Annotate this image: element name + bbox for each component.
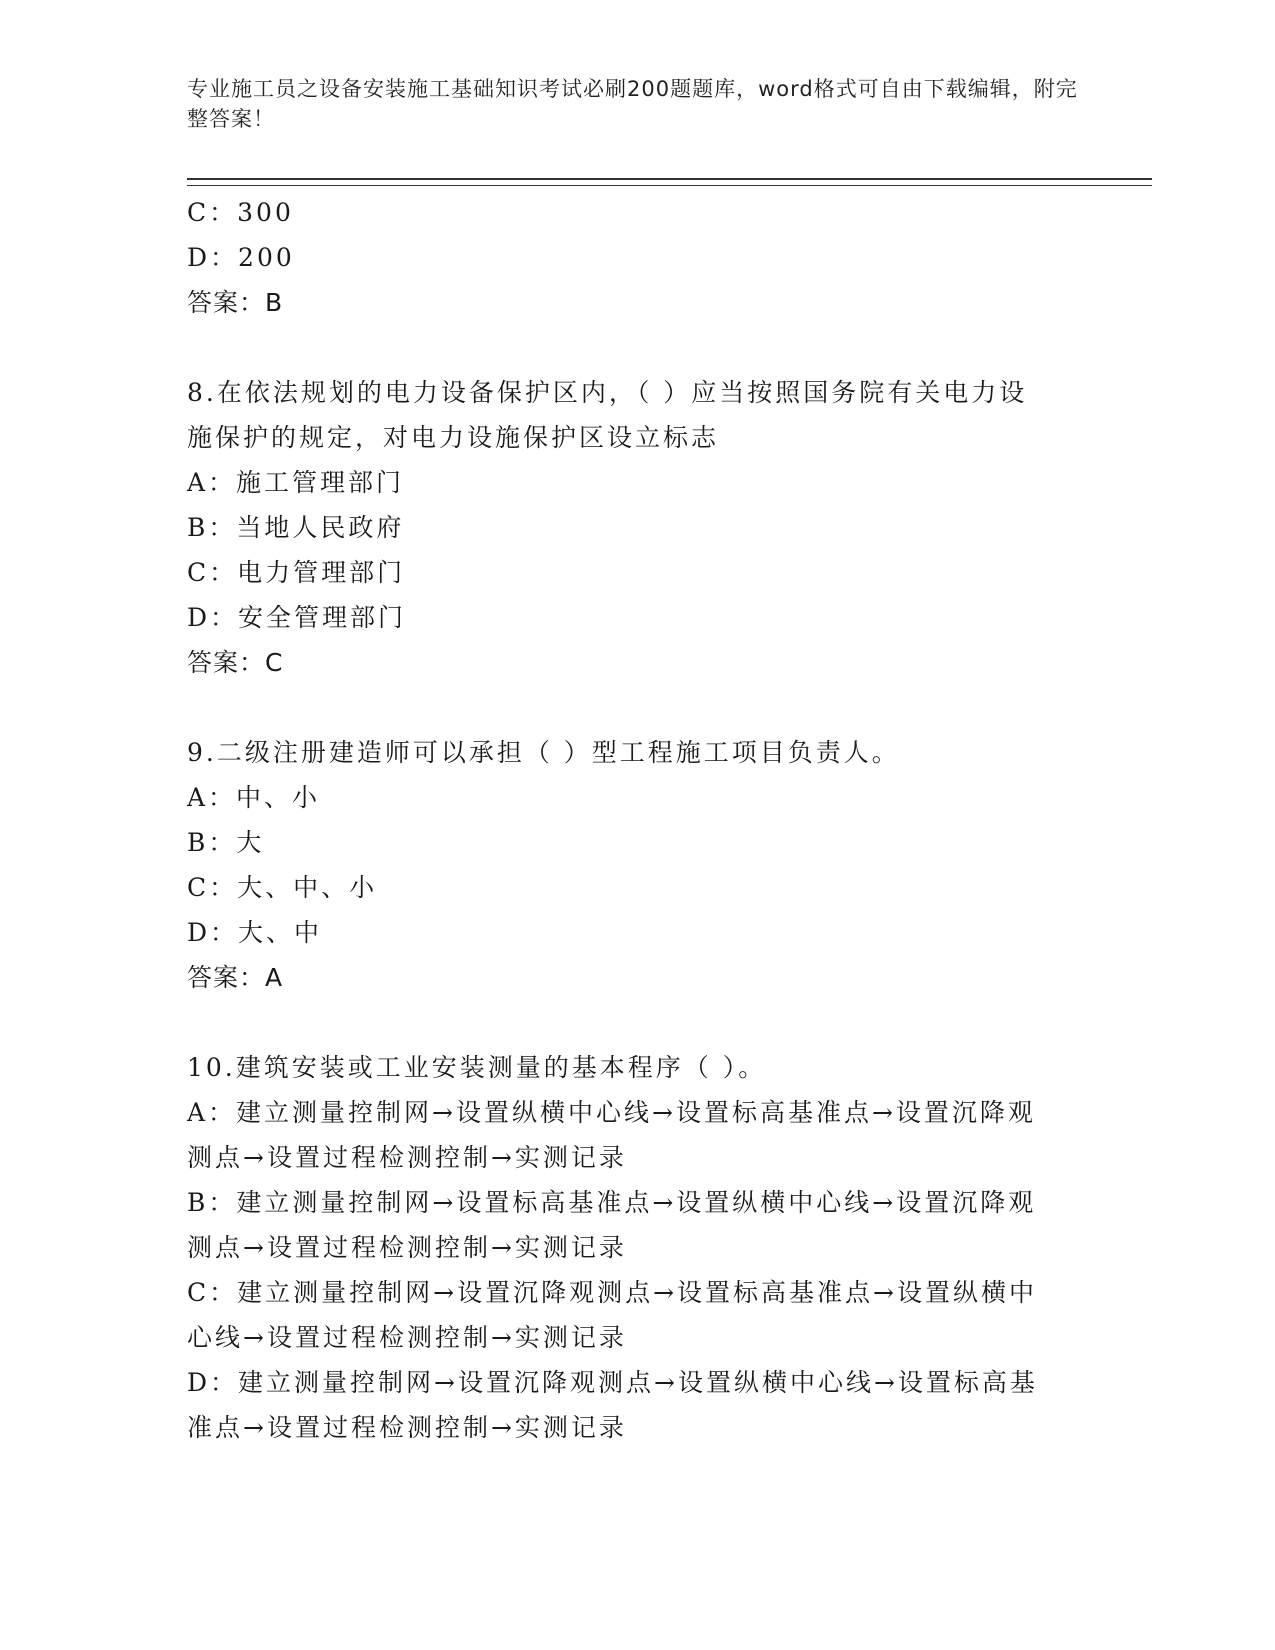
question-item <box>187 1045 1087 1450</box>
option-d: D：大、中 <box>187 918 323 947</box>
question-content <box>187 190 1087 1450</box>
answer-line: 答案：C <box>187 648 284 677</box>
option-b: B：当地人民政府 <box>187 513 405 542</box>
question-stem: 8.在依法规划的电力设备保护区内，（ ）应当按照国务院有关电力设 <box>187 378 1028 407</box>
question-stem-continued: 施保护的规定，对电力设施保护区设立标志 <box>187 423 720 452</box>
option-a-continued: 测点→设置过程检测控制→实测记录 <box>187 1143 627 1172</box>
option-c: C：电力管理部门 <box>187 558 406 587</box>
option-c: C：300 <box>187 198 294 227</box>
option-b: B：大 <box>187 828 265 857</box>
document-title: 专业施工员之设备安装施工基础知识考试必刷200题题库，word格式可自由下载编辑，附完整答案！ <box>187 77 1078 131</box>
option-d: D：建立测量控制网→设置沉降观测点→设置纵横中心线→设置标高基 <box>187 1368 1038 1397</box>
header-divider <box>187 178 1152 186</box>
option-a: A：施工管理部门 <box>187 468 405 497</box>
option-d-continued: 准点→设置过程检测控制→实测记录 <box>187 1413 627 1442</box>
option-b: B：建立测量控制网→设置标高基准点→设置纵横中心线→设置沉降观 <box>187 1188 1037 1217</box>
question-stem: 10.建筑安装或工业安装测量的基本程序（ ）。 <box>187 1053 767 1082</box>
option-c: C：大、中、小 <box>187 873 378 902</box>
page-header <box>187 74 1087 134</box>
option-b-continued: 测点→设置过程检测控制→实测记录 <box>187 1233 627 1262</box>
question-stem: 9.二级注册建造师可以承担（ ）型工程施工项目负责人。 <box>187 738 900 767</box>
answer-line: 答案：A <box>187 963 284 992</box>
option-c-continued: 心线→设置过程检测控制→实测记录 <box>187 1323 627 1352</box>
answer-line: 答案：B <box>187 288 284 317</box>
option-c: C：建立测量控制网→设置沉降观测点→设置标高基准点→设置纵横中 <box>187 1278 1037 1307</box>
question-item <box>187 730 1087 1000</box>
option-a: A：建立测量控制网→设置纵横中心线→设置标高基准点→设置沉降观 <box>187 1098 1036 1127</box>
option-d: D：200 <box>187 243 295 272</box>
option-d: D：安全管理部门 <box>187 603 407 632</box>
option-a: A：中、小 <box>187 783 321 812</box>
question-item <box>187 370 1087 685</box>
